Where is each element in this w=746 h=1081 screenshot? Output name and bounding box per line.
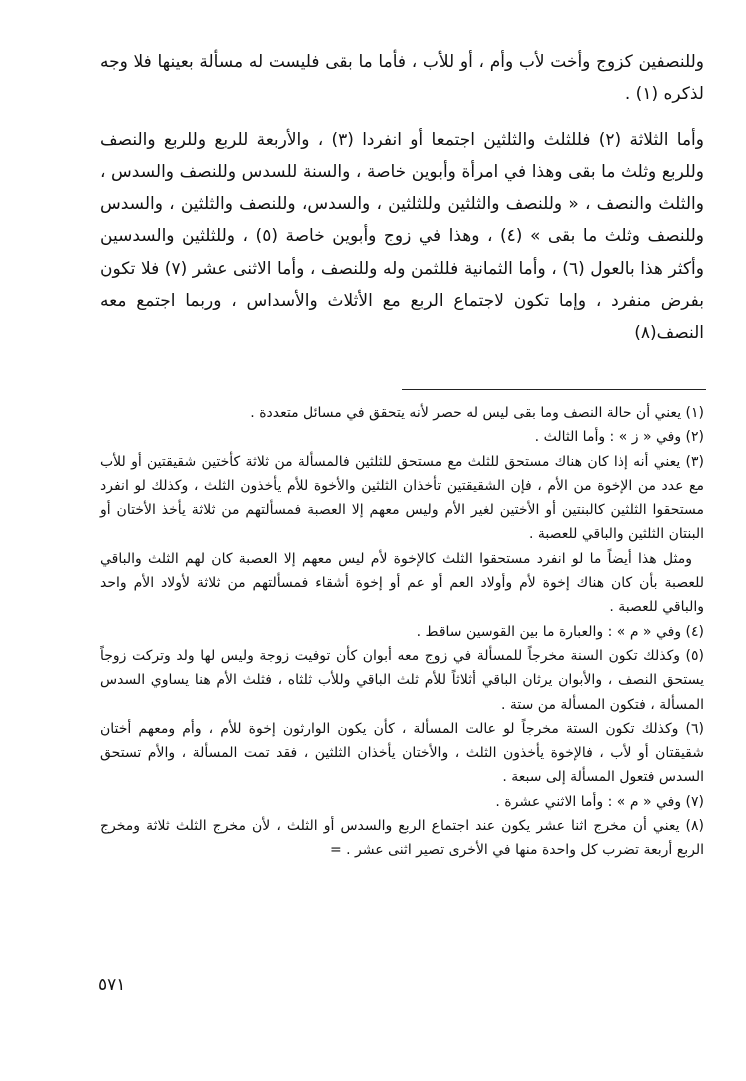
page-number: ٥٧١: [98, 975, 126, 995]
main-paragraph: وأما الثلاثة (٢) فللثلث والثلثين اجتمعا أو انفردا (٣) ، والأربعة للربع وللربع والنصف وللربع وثلث ما بقى وهذا في امرأة وأبوين خاصة ، والسنة للسدس وللنصف والسدس ، والثلث والنصف ، « وللنصف والثلثين وللثلثين ، والسدس، وللنصف والثلثين ، والسدس وللنصف وثلث ما بقى » (٤) ، وهذا في زوج وأبوين خاصة (٥) ، وللثلثين والسدسين وأكثر هذا بالعول (٦) ، وأما الثمانية فللثمن وله وللنصف ، وأما الاثنى عشر (٧) فلا تكون بفرض منفرد ، وإما تكون لاجتماع الربع مع الأثلاث والأسداس ، وربما اجتمع معه النصف(٨): [100, 129, 704, 344]
footnote: (٢) وفي « ز » : وأما الثالث .: [534, 429, 704, 446]
footnote: (١) يعني أن حالة النصف وما بقى ليس له حصر لأنه يتحقق في مسائل متعددة .: [250, 405, 704, 421]
footnote: (٧) وفي « م » : وأما الاثني عشرة .: [495, 793, 704, 810]
footnote: (٥) وكذلك تكون السنة مخرجاً للمسألة في زوج معه أبوان كأن توفيت زوجة وليس لها ولد وتركت زوجاً يستحق النصف ، والأبوان يرثان الباقي أثلاثاً للأم ثلث الباقي وللأب ثلثاه ، فثلث الأم هنا يساوي السدس المسألة ، فتكون المسألة من ستة .: [100, 647, 704, 713]
footnote: (٨) يعني أن مخرج اثنا عشر يكون عند اجتماع الربع والسدس أو الثلث ، لأن مخرج الثلث ثلاثة ومخرج الربع أربعة تضرب كل واحدة منها في الأخرى تصير اثنى عشر . =: [100, 818, 704, 859]
main-paragraph: وللنصفين كزوج وأخت لأب وأم ، أو للأب ، فأما ما بقى فليست له مسألة بعينها فلا وجه لذكره (١) .: [100, 52, 704, 105]
footnotes: [100, 401, 704, 863]
main-text: [100, 46, 704, 350]
footnote-divider: [402, 389, 706, 390]
footnote-continuation: ومثل هذا أيضاً ما لو انفرد مستحقوا الثلث كالإخوة لأم ليس معهم إلا العصبة كان لهم الثلث والباقي للعصبة بأن كان هناك إخوة لأم وأولاد العم أو عم أو إخوة أشقاء فمسألتهم من ثلاثة لأولاد الأم واحد والباقي للعصبة .: [100, 550, 704, 616]
footnote: (٤) وفي « م » : والعبارة ما بين القوسين ساقط .: [416, 623, 704, 640]
footnote: (٦) وكذلك تكون الستة مخرجاً لو عالت المسألة ، كأن يكون الوارثون إخوة للأم ، وأم ومعهم أختان شقيقتان أو لأب ، فالإخوة يأخذون الثلث ، والأختان يأخذان الثلثين ، فقد تمت المسألة ، والأم تستحق السدس فتعول المسألة إلى سبعة .: [100, 720, 704, 786]
footnote: (٣) يعني أنه إذا كان هناك مستحق للثلث مع مستحق للثلثين فالمسألة من ثلاثة كأختين شقيقتين أو للأب مع عدد من الإخوة من الأم ، فإن الشقيقتين تأخذان الثلثين والأخوة للأم يأخذون الثلث ، وكذلك لو انفرد مستحقوا الثلثين كالبنتين أو الأختين لغير الأم وليس معهم إلا العصبة فمسألتهم من ثلاثة يأخذ الأختان أو البنتان الثلثين والباقي للعصبة .: [100, 453, 704, 543]
